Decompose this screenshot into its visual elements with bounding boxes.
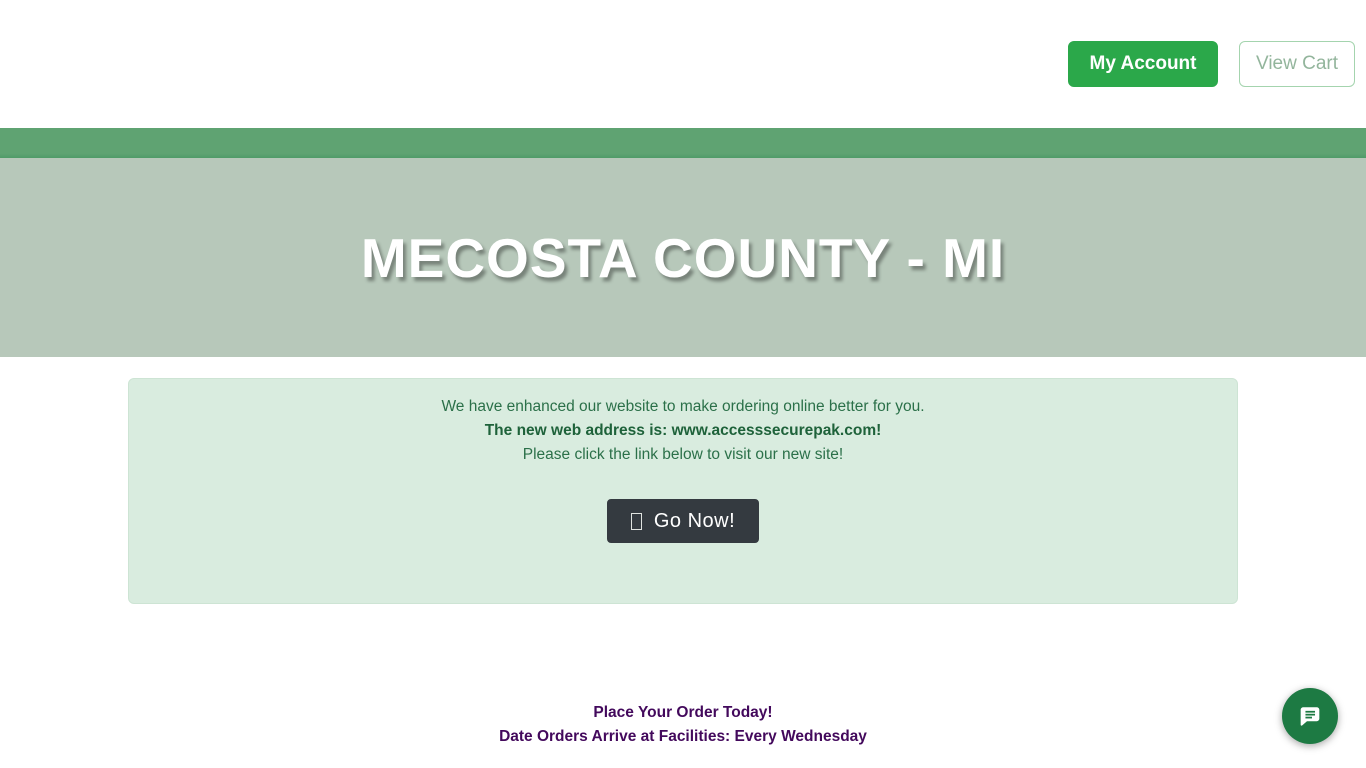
- view-cart-button[interactable]: View Cart: [1239, 41, 1355, 87]
- notice-line-3: Please click the link below to visit our new site!: [522, 446, 844, 463]
- my-account-button[interactable]: My Account: [1068, 41, 1218, 87]
- footer-note: [0, 701, 1366, 749]
- page-title: MECOSTA COUNTY - MI: [360, 226, 1006, 289]
- main-content: [0, 378, 1366, 749]
- go-now-button[interactable]: [607, 499, 759, 543]
- placeholder-glyph-icon: [631, 513, 642, 530]
- top-header: [0, 0, 1366, 128]
- notice-line-2: The new web address is: www.accesssecurepak.com!: [484, 422, 882, 439]
- notice-line-1: We have enhanced our website to make ordering online better for you.: [441, 398, 925, 415]
- chat-bubble-icon: [1296, 702, 1324, 730]
- order-today-text: Place Your Order Today!: [593, 704, 773, 721]
- header-buttons: [1068, 41, 1355, 87]
- green-divider-bar: [0, 128, 1366, 158]
- notice-card: [128, 378, 1238, 604]
- facility-banner: [0, 158, 1366, 357]
- go-now-label: Go Now!: [653, 509, 736, 532]
- arrival-schedule-text: Date Orders Arrive at Facilities: Every Wednesday: [499, 728, 867, 745]
- chat-launcher-button[interactable]: [1282, 688, 1338, 744]
